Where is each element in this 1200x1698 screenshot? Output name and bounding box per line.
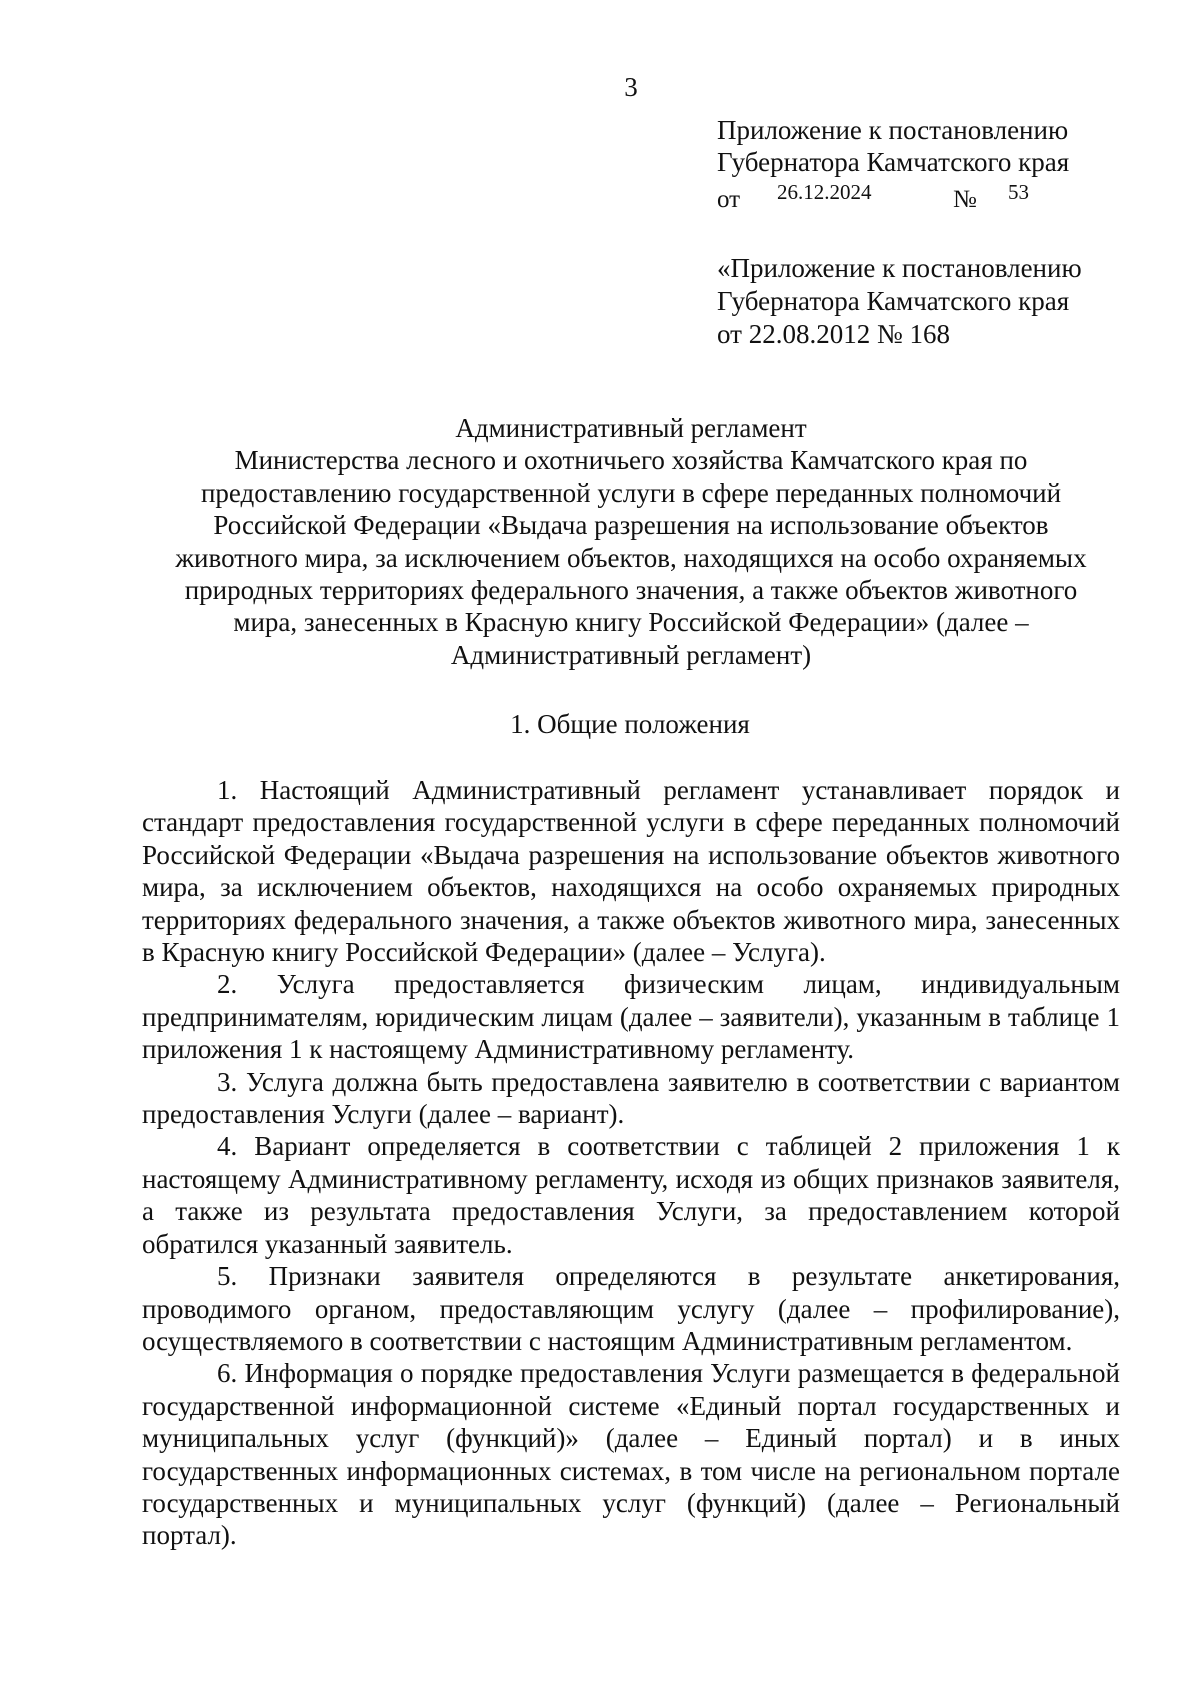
decree-number: 53 [1008,180,1029,204]
from-label: от [717,186,741,213]
appendix-line-1: Приложение к постановлению [717,115,1069,145]
appendix-line-2: Губернатора Камчатского края [717,147,1070,177]
document-title [130,412,1132,671]
paragraph-1: 1. Настоящий Административный регламент устанавливает порядок и стандарт предоставления государственной услуги в сфере переданных полномочий Российской Федерации «Выдача разрешения на использование объектов животного мира, за исключением объектов, находящихся на особо охраняемых природных территориях федерального значения, а также объектов животного мира, занесенных в Красную книгу Российской Федерации» (далее – Услуга). [142,775,1120,968]
original-appendix-line-1: «Приложение к постановлению [717,253,1082,283]
appendix-stamp-current [717,114,1070,213]
title-line: Административный регламент [455,413,807,443]
title-line: Административный регламент) [450,639,812,670]
title-line: предоставлению государственной услуги в сфере переданных полномочий [200,477,1062,508]
page-number: 3 [624,72,638,102]
paragraph-5: 5. Признаки заявителя определяются в результате анкетирования, проводимого органом, предоставляющим услугу (далее – профилирование), осуществляемого в соответствии с настоящим Административным регламентом. [142,1261,1120,1356]
title-line: природных территориях федерального значения, а также объектов животного [184,575,1078,606]
paragraph-2: 2. Услуга предоставляется физическим лицам, индивидуальным предпринимателям, юридическим лицам (далее – заявители), указанным в таблице 1 приложения 1 к настоящему Административному регламенту. [142,969,1120,1065]
paragraph-4: 4. Вариант определяется в соответствии с таблицей 2 приложения 1 к настоящему Административному регламенту, исходя из общих признаков заявителя, а также из результата предоставления Услуги, за предоставлением которой обратился указанный заявитель. [142,1131,1120,1259]
paragraph-3: 3. Услуга должна быть предоставлена заявителю в соответствии с вариантом предоставления Услуги (далее – вариант). [142,1066,1120,1130]
original-appendix-line-3: от 22.08.2012 № 168 [717,319,950,349]
appendix-date-line [717,178,1069,213]
title-line: Российской Федерации «Выдача разрешения на использование объектов [213,510,1049,541]
number-label: № [953,186,977,213]
title-line: Министерства лесного и охотничьего хозяйства Камчатского края по [234,445,1028,476]
paragraph-6: 6. Информация о порядке предоставления Услуги размещается в федеральной государственной информационной системе «Единый портал государственных и муниципальных услуг (функций)» (далее – Единый портал) и в иных государственных информационных системах, в том числе на региональном портале государственных и муниципальных услуг (функций) (далее – Региональный портал). [142,1358,1120,1551]
document-body [142,774,1120,1552]
decree-date: 26.12.2024 [777,180,872,204]
title-line: мира, занесенных в Красную книгу Российской Федерации» (далее – [233,607,1029,638]
original-appendix-line-2: Губернатора Камчатского края [717,286,1070,316]
appendix-stamp-original [717,252,1082,351]
section-heading: 1. Общие положения [510,709,750,739]
title-line: животного мира, за исключением объектов, находящихся на особо охраняемых [175,542,1087,573]
